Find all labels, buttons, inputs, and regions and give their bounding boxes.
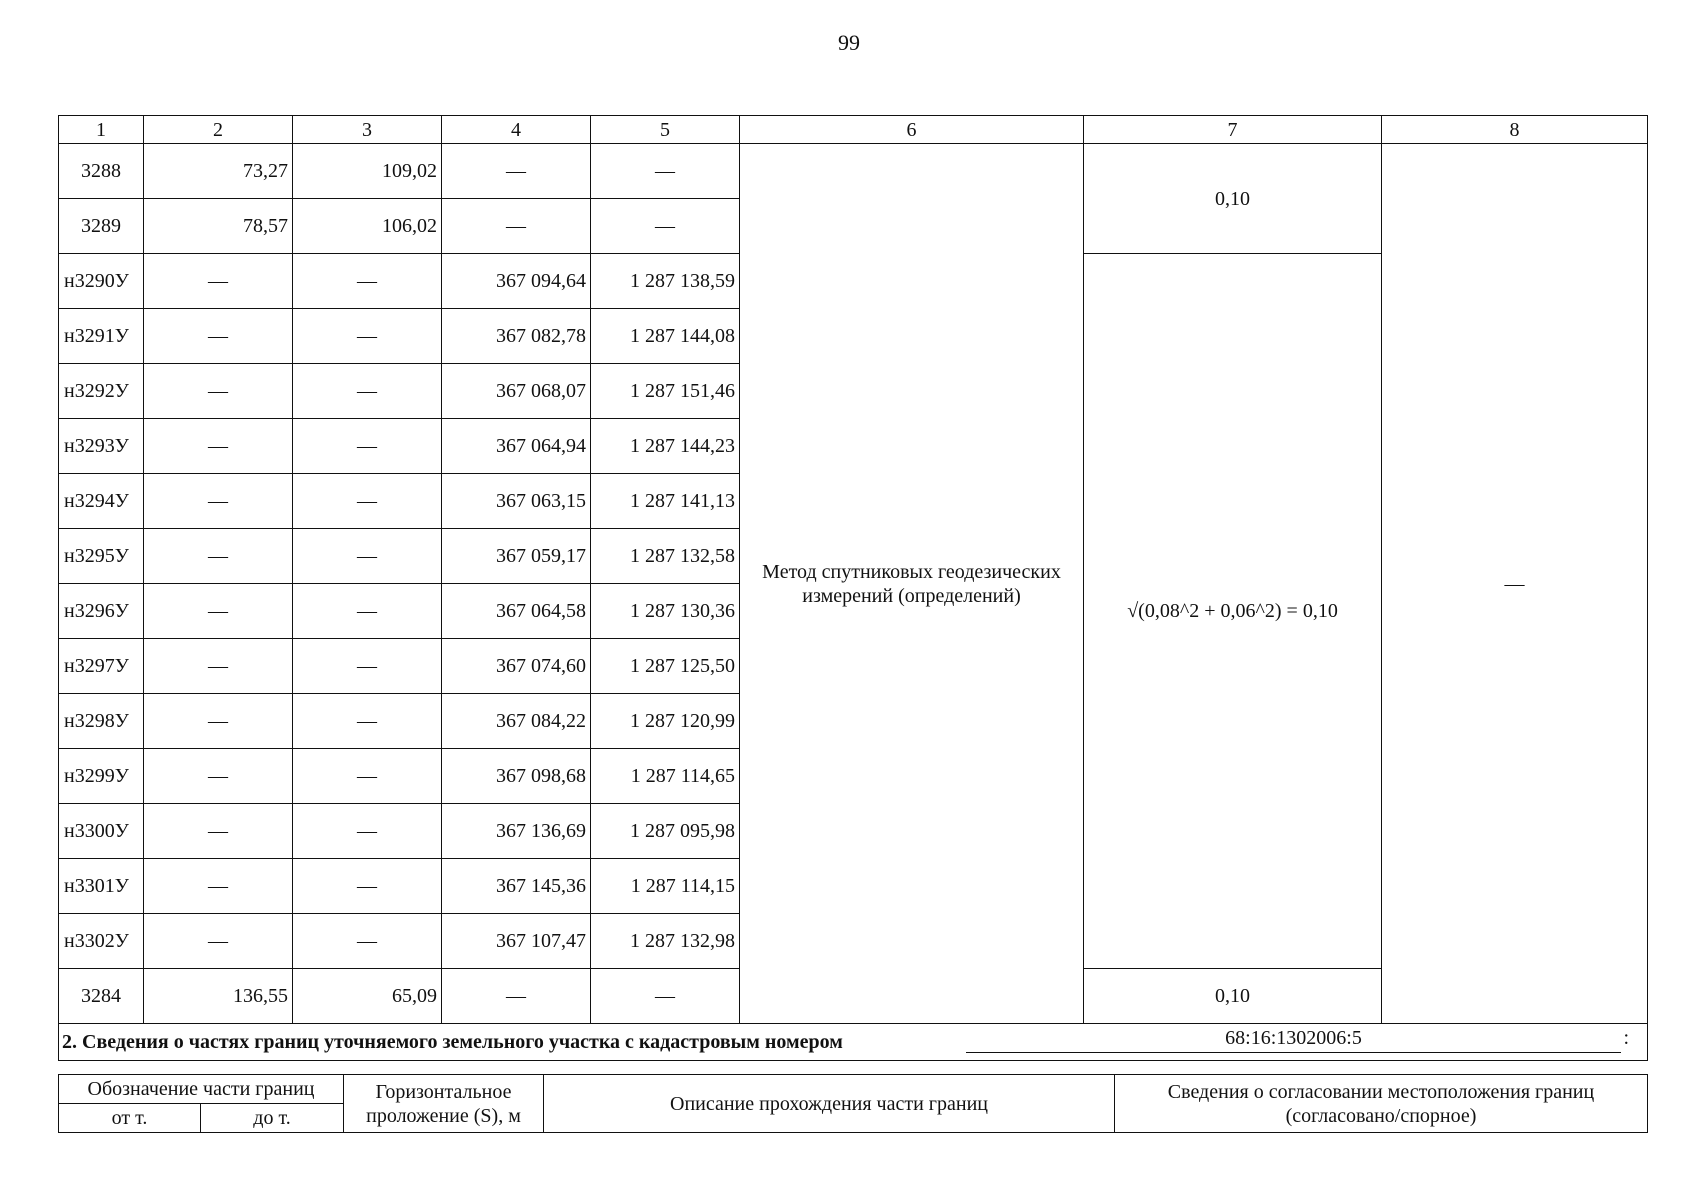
x-coordinate-cell: — xyxy=(442,199,591,254)
y-coordinate-cell: 1 287 138,59 xyxy=(591,254,740,309)
from-point-header: от т. xyxy=(59,1104,201,1133)
point-designation-cell: н3302У xyxy=(59,914,144,969)
point-designation-cell: 3284 xyxy=(59,969,144,1024)
col3-cell: 109,02 xyxy=(293,144,442,199)
col3-cell: — xyxy=(293,419,442,474)
column-header: 4 xyxy=(442,116,591,144)
col3-cell: 65,09 xyxy=(293,969,442,1024)
point-designation-cell: н3301У xyxy=(59,859,144,914)
y-coordinate-cell: 1 287 144,23 xyxy=(591,419,740,474)
section-2-row xyxy=(59,1024,1648,1061)
col3-cell: — xyxy=(293,584,442,639)
column-header: 8 xyxy=(1382,116,1648,144)
column-header: 6 xyxy=(740,116,1084,144)
y-coordinate-cell: — xyxy=(591,199,740,254)
point-designation-cell: н3293У xyxy=(59,419,144,474)
col2-cell: — xyxy=(144,694,293,749)
point-designation-cell: н3298У xyxy=(59,694,144,749)
page-number: 99 xyxy=(838,30,860,55)
col2-cell: — xyxy=(144,914,293,969)
section-2-cell xyxy=(59,1024,1648,1061)
col2-cell: — xyxy=(144,639,293,694)
accuracy-top-cell: 0,10 xyxy=(1084,144,1382,254)
col2-cell: — xyxy=(144,804,293,859)
y-coordinate-cell: — xyxy=(591,969,740,1024)
column-header: 5 xyxy=(591,116,740,144)
point-designation-cell: н3299У xyxy=(59,749,144,804)
cadastral-colon: : xyxy=(1623,1027,1629,1049)
y-coordinate-cell: 1 287 144,08 xyxy=(591,309,740,364)
description-header: Описание прохождения части границ xyxy=(544,1075,1115,1133)
col2-cell: — xyxy=(144,584,293,639)
point-designation-cell: н3290У xyxy=(59,254,144,309)
point-designation-cell: н3291У xyxy=(59,309,144,364)
y-coordinate-cell: 1 287 132,58 xyxy=(591,529,740,584)
col2-cell: — xyxy=(144,859,293,914)
col2-cell: 73,27 xyxy=(144,144,293,199)
col3-cell: 106,02 xyxy=(293,199,442,254)
col3-cell: — xyxy=(293,474,442,529)
x-coordinate-cell: — xyxy=(442,144,591,199)
point-designation-cell: н3297У xyxy=(59,639,144,694)
col2-cell: — xyxy=(144,529,293,584)
boundary-points-table xyxy=(58,115,1648,1061)
x-coordinate-cell: — xyxy=(442,969,591,1024)
boundary-parts-table xyxy=(58,1074,1648,1133)
point-designation-cell: 3289 xyxy=(59,199,144,254)
designation-header: Обозначение части границ xyxy=(59,1075,344,1104)
point-designation-cell: 3288 xyxy=(59,144,144,199)
to-point-header: до т. xyxy=(201,1104,344,1133)
col3-cell: — xyxy=(293,529,442,584)
column-header: 1 xyxy=(59,116,144,144)
x-coordinate-cell: 367 082,78 xyxy=(442,309,591,364)
column-header: 7 xyxy=(1084,116,1382,144)
col3-cell: — xyxy=(293,694,442,749)
col3-cell: — xyxy=(293,859,442,914)
y-coordinate-cell: 1 287 114,65 xyxy=(591,749,740,804)
col2-cell: — xyxy=(144,254,293,309)
y-coordinate-cell: 1 287 141,13 xyxy=(591,474,740,529)
point-designation-cell: н3295У xyxy=(59,529,144,584)
y-coordinate-cell: 1 287 151,46 xyxy=(591,364,740,419)
cadastral-number: 68:16:1302006:5 xyxy=(966,1026,1621,1053)
col3-cell: — xyxy=(293,914,442,969)
col2-cell: — xyxy=(144,749,293,804)
point-designation-cell: н3296У xyxy=(59,584,144,639)
point-designation-cell: н3292У xyxy=(59,364,144,419)
col2-cell: — xyxy=(144,364,293,419)
x-coordinate-cell: 367 136,69 xyxy=(442,804,591,859)
point-designation-cell: н3294У xyxy=(59,474,144,529)
col3-cell: — xyxy=(293,749,442,804)
x-coordinate-cell: 367 068,07 xyxy=(442,364,591,419)
col3-cell: — xyxy=(293,309,442,364)
col2-cell: — xyxy=(144,474,293,529)
column-number-row xyxy=(59,116,1648,144)
x-coordinate-cell: 367 084,22 xyxy=(442,694,591,749)
y-coordinate-cell: — xyxy=(591,144,740,199)
y-coordinate-cell: 1 287 125,50 xyxy=(591,639,740,694)
col3-cell: — xyxy=(293,364,442,419)
section-2-title: 2. Сведения о частях границ уточняемого земельного участка с кадастровым номером xyxy=(62,1031,843,1053)
x-coordinate-cell: 367 064,58 xyxy=(442,584,591,639)
column-header: 2 xyxy=(144,116,293,144)
x-coordinate-cell: 367 059,17 xyxy=(442,529,591,584)
col3-cell: — xyxy=(293,254,442,309)
agreement-header: Сведения о согласовании местоположения границ (согласовано/спорное) xyxy=(1115,1075,1648,1133)
column-header: 3 xyxy=(293,116,442,144)
x-coordinate-cell: 367 098,68 xyxy=(442,749,591,804)
col2-cell: 78,57 xyxy=(144,199,293,254)
y-coordinate-cell: 1 287 130,36 xyxy=(591,584,740,639)
y-coordinate-cell: 1 287 114,15 xyxy=(591,859,740,914)
y-coordinate-cell: 1 287 095,98 xyxy=(591,804,740,859)
col3-cell: — xyxy=(293,639,442,694)
col3-cell: — xyxy=(293,804,442,859)
accuracy-bottom-cell: 0,10 xyxy=(1084,969,1382,1024)
y-coordinate-cell: 1 287 132,98 xyxy=(591,914,740,969)
y-coordinate-cell: 1 287 120,99 xyxy=(591,694,740,749)
horizontal-distance-header: Горизонтальное проложение (S), м xyxy=(344,1075,544,1133)
point-designation-cell: н3300У xyxy=(59,804,144,859)
x-coordinate-cell: 367 064,94 xyxy=(442,419,591,474)
col2-cell: — xyxy=(144,309,293,364)
col8-cell: — xyxy=(1382,144,1648,1024)
col2-cell: — xyxy=(144,419,293,474)
measurement-method-cell: Метод спутниковых геодезических измерений (определений) xyxy=(740,144,1084,1024)
x-coordinate-cell: 367 094,64 xyxy=(442,254,591,309)
accuracy-formula-cell: √(0,08^2 + 0,06^2) = 0,10 xyxy=(1084,254,1382,969)
x-coordinate-cell: 367 074,60 xyxy=(442,639,591,694)
table-row xyxy=(59,144,1648,199)
x-coordinate-cell: 367 107,47 xyxy=(442,914,591,969)
x-coordinate-cell: 367 063,15 xyxy=(442,474,591,529)
x-coordinate-cell: 367 145,36 xyxy=(442,859,591,914)
col2-cell: 136,55 xyxy=(144,969,293,1024)
